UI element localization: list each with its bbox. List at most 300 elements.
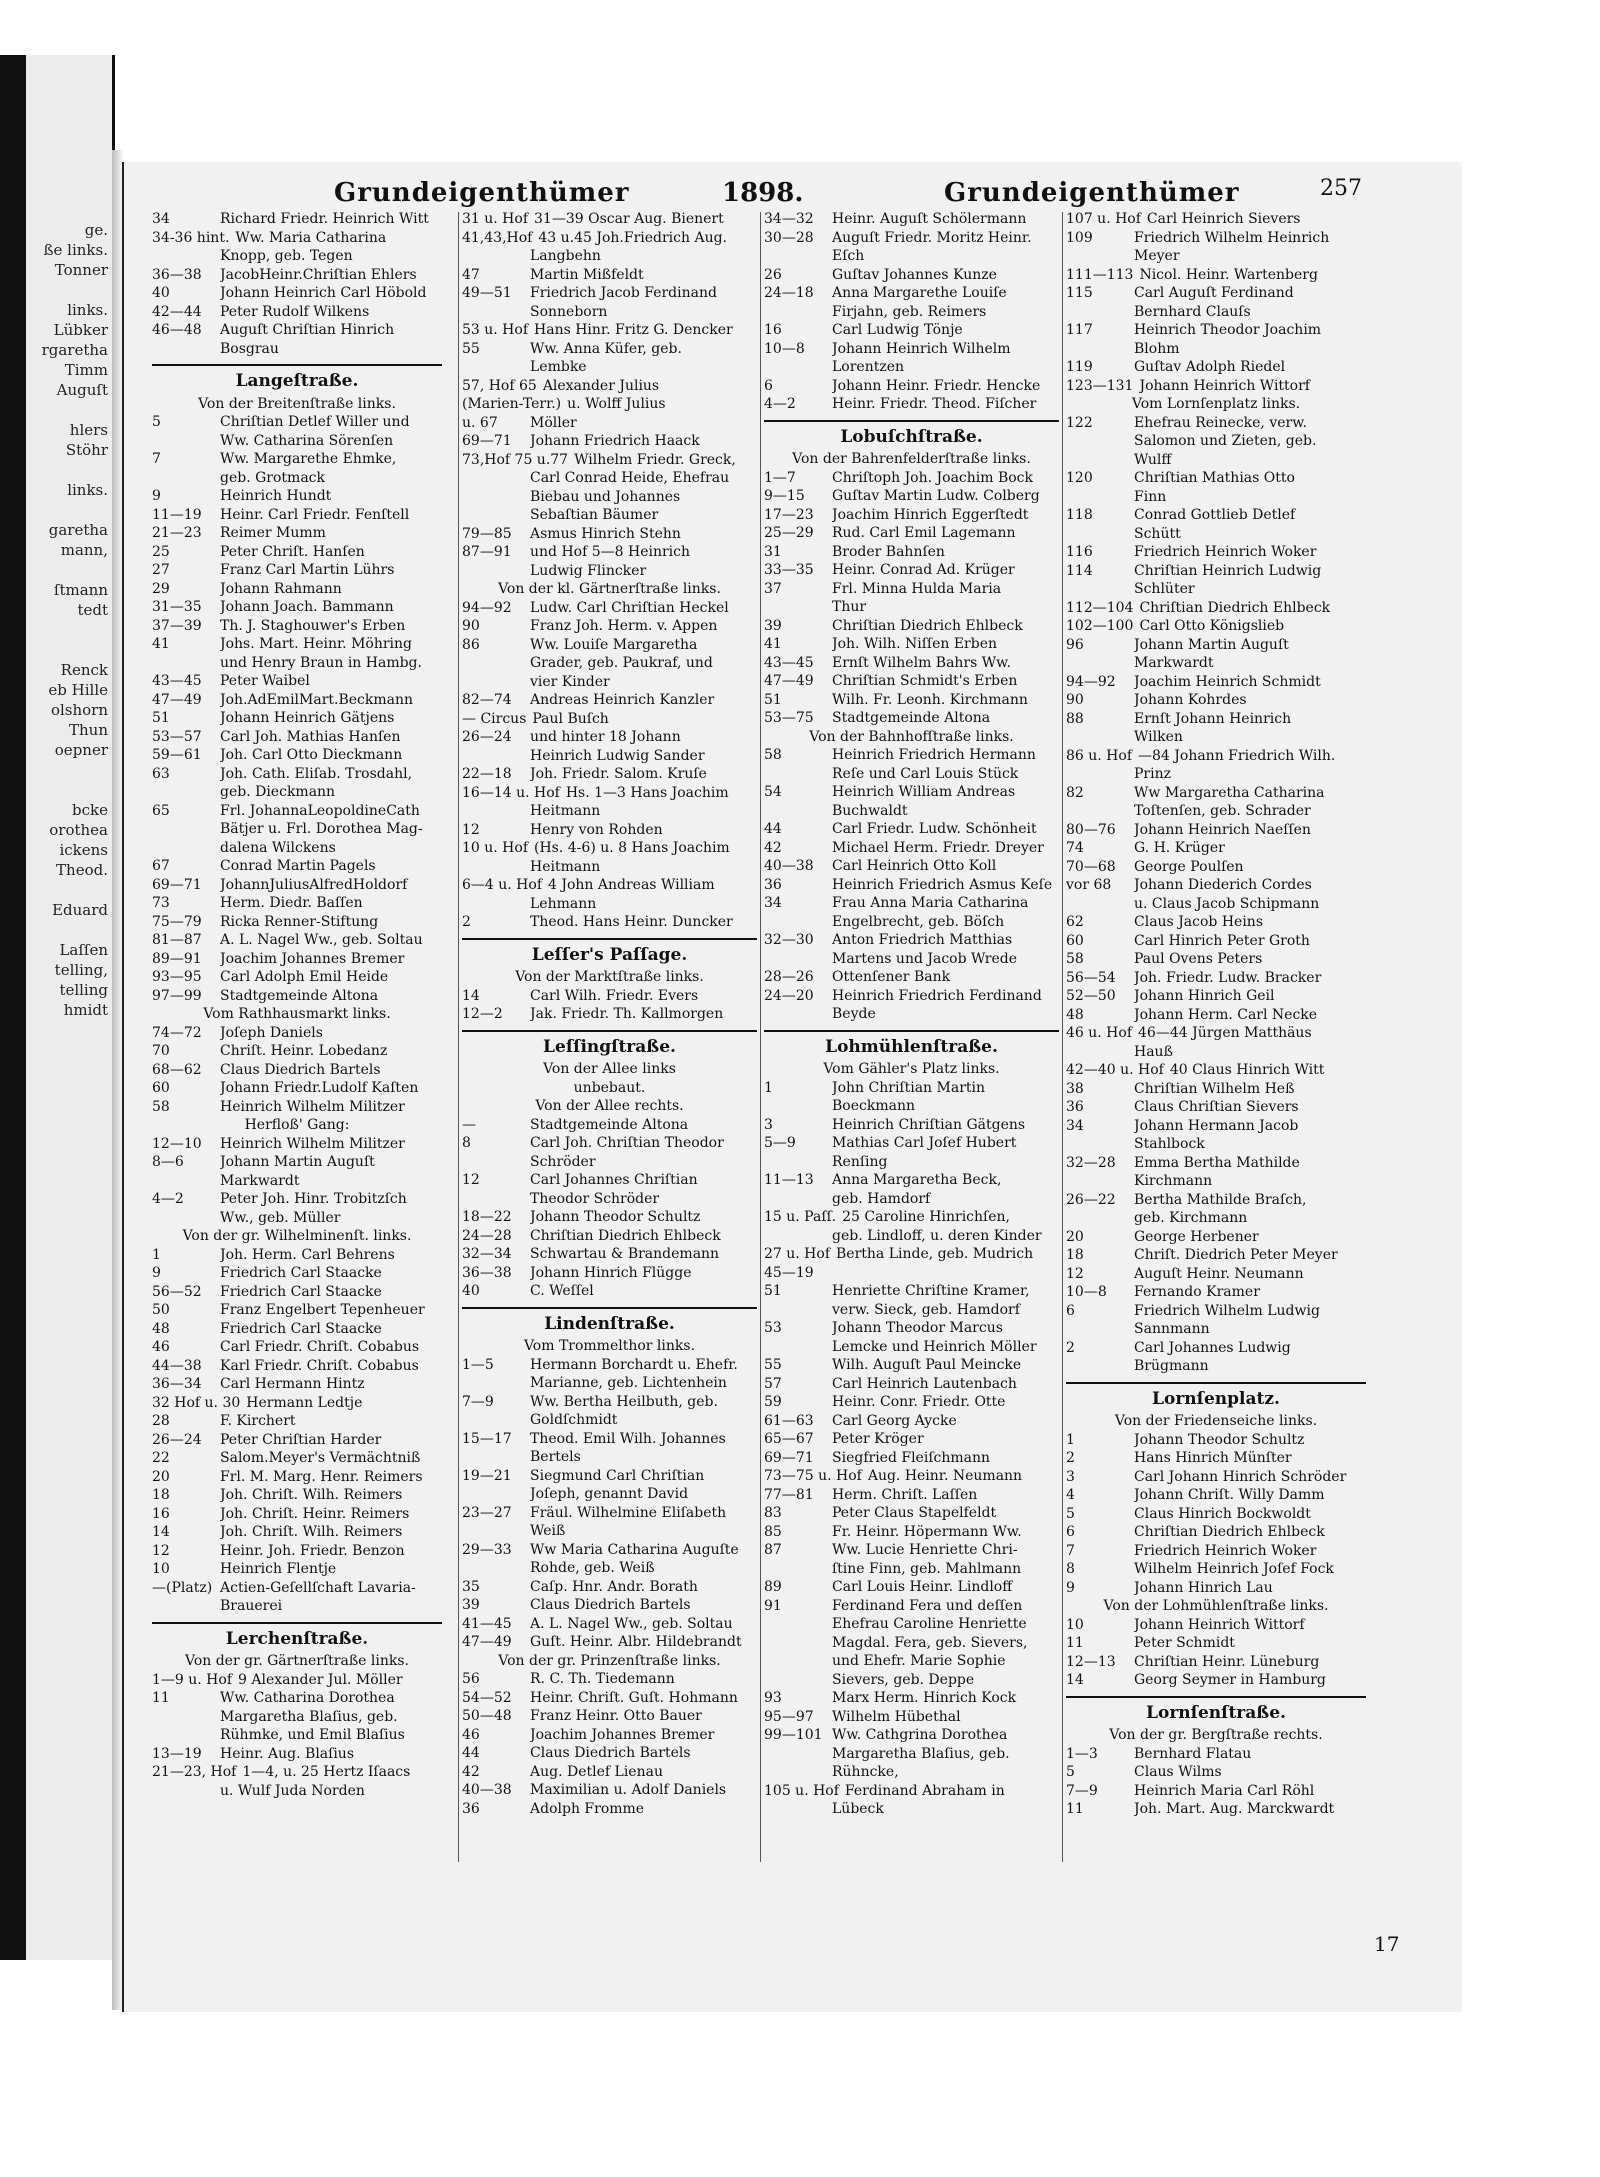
owner-name: Franz Joh. Herm. v. Appen <box>530 618 718 634</box>
owner-entry <box>462 617 757 636</box>
house-number: 94—92 <box>462 599 512 616</box>
owner-entry <box>764 1171 1059 1190</box>
house-number: 37—39 <box>152 617 202 634</box>
section-note: Von der kl. Gärtnerſtraße links. <box>498 581 721 597</box>
owner-name: Firjahn, geb. Reimers <box>832 303 987 320</box>
house-number: 51 <box>764 1283 782 1299</box>
owner-entry <box>764 321 1059 340</box>
owner-entry <box>152 1745 442 1764</box>
owner-entry <box>764 1319 1059 1338</box>
owner-name: Ludw. Carl Chriſtian Heckel <box>530 599 729 616</box>
house-number <box>1066 1320 1134 1339</box>
house-number: 77—81 <box>764 1486 814 1503</box>
owner-name: 4 John Andreas William <box>548 877 715 893</box>
owner-entry <box>1066 1523 1366 1542</box>
owner-entry <box>764 1763 1059 1782</box>
owner-name: Salomon und Zieten, geb. <box>1134 433 1317 449</box>
owner-name: Ww. Margarethe Ehmke, <box>220 451 397 467</box>
owner-name: George Poulſen <box>1134 858 1244 875</box>
owner-entry <box>152 1560 442 1579</box>
owner-entry <box>1066 1468 1366 1487</box>
owner-name: Joachim Johannes Bremer <box>530 1726 715 1743</box>
owner-entry <box>1066 1560 1366 1579</box>
document-page <box>122 162 1462 2012</box>
owner-name: Johann Kohrdes <box>1134 692 1247 708</box>
house-number: 81—87 <box>152 932 202 948</box>
owner-entry <box>1066 303 1366 322</box>
house-number: 40 <box>462 1283 480 1299</box>
owner-entry <box>152 1782 442 1801</box>
house-number: 59 <box>764 1394 782 1410</box>
house-number <box>764 1301 832 1320</box>
owner-name: Ricka Renner-Stiftung <box>220 913 379 930</box>
owner-name: Johann Hinrich Geil <box>1134 988 1275 1004</box>
owner-entry <box>1066 802 1366 821</box>
owner-name: Joachim Heinrich Schmidt <box>1134 673 1321 690</box>
section-note: Vom Rathhausmarkt links. <box>203 1006 391 1022</box>
owner-name: Ww. Cathgrina Dorothea <box>832 1727 1008 1743</box>
house-number: (Marien-Terr.) <box>462 396 562 412</box>
owner-entry <box>1066 1542 1366 1561</box>
house-number: 94—92 <box>1066 673 1116 690</box>
house-number <box>462 303 530 322</box>
owner-entry <box>764 746 1059 765</box>
adjacent-page-line <box>0 500 108 520</box>
house-number: 31 u. Hof <box>462 211 529 227</box>
owner-entry <box>462 1485 757 1504</box>
owner-entry <box>764 1615 1059 1634</box>
adjacent-page-line: links. <box>67 481 108 499</box>
owner-entry <box>462 1670 757 1689</box>
house-number: 65 <box>152 802 170 819</box>
owner-name: Joſeph Daniels <box>220 1024 323 1041</box>
owner-name: Georg Seymer in Hamburg <box>1134 1672 1326 1688</box>
owner-name: Ww. Louiſe Margaretha <box>530 636 698 653</box>
house-number: 65—67 <box>764 1431 814 1447</box>
owner-name: Conrad Gottlieb Detlef <box>1134 507 1296 523</box>
house-number: vor 68 <box>1066 877 1112 893</box>
house-number <box>462 562 530 581</box>
house-number <box>764 1338 832 1357</box>
owner-entry <box>152 802 442 821</box>
owner-entry <box>764 1504 1059 1523</box>
owner-entry <box>764 857 1059 876</box>
owner-name: Fräul. Wilhelmine Eliſabeth <box>530 1504 727 1521</box>
house-number: 1—5 <box>462 1356 494 1373</box>
house-number: 80—76 <box>1066 821 1116 838</box>
owner-name: Johann Friedr.Ludolf Kaſten <box>220 1080 419 1096</box>
owner-entry <box>1066 784 1366 803</box>
owner-entry <box>1066 1634 1366 1653</box>
owner-name: Bosgrau <box>220 340 279 357</box>
adjacent-page-edge <box>0 55 115 1960</box>
owner-entry <box>152 709 442 728</box>
owner-name: Chriſt. Diedrich Peter Meyer <box>1134 1247 1338 1263</box>
house-number <box>152 654 220 673</box>
owner-name: Carl Heinrich Lautenbach <box>832 1375 1017 1392</box>
owner-entry <box>1066 987 1366 1006</box>
owner-entry <box>1066 654 1366 673</box>
owner-name: Carl Johannes Chriſtian <box>530 1172 698 1188</box>
owner-entry <box>764 839 1059 858</box>
adjacent-page-line: Laſſen <box>59 941 108 959</box>
house-number: 58 <box>152 1098 170 1115</box>
owner-entry <box>1066 1302 1366 1321</box>
owner-entry <box>152 266 442 285</box>
house-number: 42—44 <box>152 303 202 320</box>
house-number: 118 <box>1066 507 1093 523</box>
house-number: 7—9 <box>462 1393 494 1410</box>
owner-name: Joh. Carl Otto Dieckmann <box>220 747 403 763</box>
house-number: u. 67 <box>462 414 498 431</box>
house-number: 58 <box>1066 951 1084 967</box>
house-number <box>462 1559 530 1578</box>
owner-name: Richard Friedr. Heinrich Witt <box>220 211 429 227</box>
house-number: 21—23 <box>152 525 202 541</box>
owner-entry <box>462 469 757 488</box>
house-number: 60 <box>1066 932 1084 949</box>
adjacent-page-line: tedt <box>77 601 108 619</box>
owner-name: Frau Anna Maria Catharina <box>832 895 1029 911</box>
house-number: 112—104 <box>1066 599 1134 616</box>
owner-name: Maximilian u. Adolf Daniels <box>530 1782 727 1798</box>
owner-name: Carl Auguſt Ferdinand <box>1134 285 1294 301</box>
owner-name: Knopp, geb. Tegen <box>220 248 353 264</box>
house-number: 68—62 <box>152 1061 202 1078</box>
owner-entry <box>1066 1098 1366 1117</box>
house-number: 10 <box>152 1561 170 1577</box>
owner-name: Mathias Carl Joſef Hubert <box>832 1135 1017 1151</box>
owner-entry <box>462 691 757 710</box>
owner-name: Claus Hinrich Bockwoldt <box>1134 1505 1311 1522</box>
owner-name: Carl Wilh. Friedr. Evers <box>530 987 699 1004</box>
owner-entry <box>764 1486 1059 1505</box>
owner-name: und Henry Braun in Hambg. <box>220 654 422 671</box>
directory-column-1 <box>152 210 442 1800</box>
owner-entry <box>1066 1283 1366 1302</box>
owner-name: Blohm <box>1134 340 1180 357</box>
house-number <box>764 1190 832 1209</box>
adjacent-page-line: garetha <box>48 521 108 539</box>
house-number <box>462 747 530 766</box>
house-number: 27 u. Hof <box>764 1246 831 1262</box>
owner-entry <box>152 968 442 987</box>
owner-entry <box>1066 1043 1366 1062</box>
owner-name: Chriſtian Detlef Willer und <box>220 414 410 430</box>
house-number: 53 <box>764 1320 782 1336</box>
owner-name: Ottenſener Bank <box>832 969 951 985</box>
owner-name: Heinr. Joh. Friedr. Benzon <box>220 1542 405 1559</box>
house-number <box>1066 451 1134 470</box>
adjacent-page-line: bcke <box>72 801 108 819</box>
owner-entry <box>152 1579 442 1598</box>
owner-entry <box>462 377 757 396</box>
owner-entry <box>462 710 757 729</box>
house-number: 30—28 <box>764 229 814 246</box>
owner-name: Chriſtian Diedrich Ehlbeck <box>530 1227 721 1244</box>
owner-entry <box>1066 210 1366 229</box>
owner-name: Guſtav Martin Ludw. Colberg <box>832 488 1040 504</box>
house-number <box>764 1800 832 1819</box>
owner-entry <box>1066 1763 1366 1782</box>
house-number: 15 u. Paſſ. <box>764 1209 837 1225</box>
house-number: 119 <box>1066 359 1093 375</box>
house-number <box>152 1726 220 1745</box>
owner-entry <box>462 1578 757 1597</box>
street-heading: Lobuſchſtraße. <box>764 420 1059 447</box>
house-number <box>462 1522 530 1541</box>
adjacent-page-line <box>0 760 108 780</box>
house-number <box>1066 1135 1134 1154</box>
owner-name: Chriſtian Diedrich Ehlbeck <box>1139 599 1331 616</box>
owner-entry <box>462 1541 757 1560</box>
owner-entry <box>152 654 442 673</box>
house-number: 11—13 <box>764 1172 814 1188</box>
owner-name: und hinter 18 Johann <box>530 729 681 745</box>
owner-name: Johann Chriſt. Willy Damm <box>1134 1487 1325 1503</box>
owner-name: Reſe und Carl Louis Stück <box>832 765 1019 782</box>
owner-name: Joh. Friedr. Salom. Kruſe <box>530 766 707 782</box>
house-number: 4 <box>1066 1487 1075 1503</box>
directory-column-2 <box>462 210 757 1818</box>
house-number <box>462 1374 530 1393</box>
owner-entry <box>152 524 442 543</box>
house-number: 59—61 <box>152 747 202 763</box>
owner-entry <box>764 1560 1059 1579</box>
house-number: 1 <box>152 1246 161 1263</box>
owner-name: Claus Diedrich Bartels <box>220 1061 381 1078</box>
house-number: 55 <box>764 1357 782 1373</box>
house-number <box>462 673 530 692</box>
house-number: 45—19 <box>764 1264 814 1281</box>
section-note: Vom Trommelthor links. <box>523 1338 696 1354</box>
directory-column-3 <box>764 210 1059 1819</box>
owner-entry <box>764 635 1059 654</box>
owner-entry <box>1066 1449 1366 1468</box>
owner-entry <box>152 1671 442 1690</box>
house-number: 93 <box>764 1690 782 1706</box>
owner-name: Chriſtian Mathias Otto <box>1134 470 1295 486</box>
owner-name: Heitmann <box>530 858 601 875</box>
owner-name: Johann Joach. Bammann <box>220 599 394 615</box>
adjacent-page-line: Thun <box>69 721 108 739</box>
house-number: 43—45 <box>764 654 814 671</box>
owner-name: Toſtenſen, geb. Schrader <box>1134 803 1311 819</box>
owner-entry <box>1066 321 1366 340</box>
house-number <box>152 1597 220 1616</box>
street-heading: Leſſingſtraße. <box>462 1030 757 1057</box>
owner-name: A. L. Nagel Ww., geb. Soltau <box>220 932 423 948</box>
owner-entry <box>152 1375 442 1394</box>
house-number: 53—75 <box>764 710 814 726</box>
owner-name: Margaretha Blaſius, geb. <box>220 1708 398 1725</box>
house-number: 5 <box>1066 1505 1075 1522</box>
owner-entry <box>764 469 1059 488</box>
owner-name: Fernando Kramer <box>1134 1284 1260 1300</box>
house-number: 31—35 <box>152 599 202 615</box>
owner-entry <box>764 1708 1059 1727</box>
house-number: 46 <box>462 1726 480 1743</box>
house-number: 70 <box>152 1043 170 1059</box>
house-number: 6 <box>1066 1524 1075 1540</box>
owner-entry <box>152 303 442 322</box>
owner-entry <box>152 765 442 784</box>
owner-name: Theod. Emil Wilh. Johannes <box>530 1430 726 1447</box>
owner-entry <box>764 1671 1059 1690</box>
owner-entry <box>152 487 442 506</box>
owner-entry <box>1066 1006 1366 1025</box>
owner-name: Lembke <box>530 359 587 375</box>
owner-name: Brauerei <box>220 1598 283 1614</box>
owner-entry <box>764 561 1059 580</box>
owner-entry <box>152 1320 442 1339</box>
owner-name: JohannJuliusAlfredHoldorf <box>220 876 408 893</box>
house-number: 62 <box>1066 914 1084 930</box>
owner-entry <box>462 1633 757 1652</box>
owner-name: Friedrich Wilhelm Ludwig <box>1134 1302 1320 1319</box>
owner-name: Friedrich Jacob Ferdinand <box>530 285 717 301</box>
house-number: 4—2 <box>764 396 796 412</box>
owner-name: Franz Heinr. Otto Bauer <box>530 1708 702 1724</box>
house-number: 3 <box>764 1116 773 1133</box>
section-note: Von der Bahrenfelderſtraße links. <box>792 451 1031 467</box>
owner-name: Heinrich William Andreas <box>832 784 1016 800</box>
owner-entry <box>764 1153 1059 1172</box>
owner-name: Wilhelm Heinrich Joſef Fock <box>1134 1561 1334 1577</box>
owner-name: Johann Theodor Schultz <box>1134 1431 1305 1448</box>
house-number: 53—57 <box>152 728 202 745</box>
owner-name: Wilh. Fr. Leonh. Kirchmann <box>832 691 1028 708</box>
owner-name: und Ehefr. Marie Sophie <box>832 1653 1006 1669</box>
owner-name: Carl Hinrich Peter Groth <box>1134 932 1310 949</box>
owner-name: Schütt <box>1134 525 1181 542</box>
owner-name: Friedrich Carl Staacke <box>220 1283 382 1300</box>
house-number: 91 <box>764 1597 782 1614</box>
house-number: 26—24 <box>462 729 512 745</box>
owner-entry <box>764 229 1059 248</box>
adjacent-page-line: Lübker <box>53 321 108 339</box>
house-number: 10—8 <box>764 340 805 357</box>
house-number: 32—28 <box>1066 1154 1116 1171</box>
owner-name: Andreas Heinrich Kanzler <box>530 692 715 708</box>
owner-name: Hermann Borchardt u. Ehefr. <box>530 1356 738 1373</box>
owner-entry <box>152 506 442 525</box>
house-number: 11 <box>1066 1801 1084 1817</box>
owner-entry <box>152 321 442 340</box>
owner-entry <box>152 1449 442 1468</box>
owner-name <box>832 1264 1059 1283</box>
owner-name: Carl Johannes Ludwig <box>1134 1339 1291 1356</box>
house-number: 114 <box>1066 562 1093 579</box>
page-number: 257 <box>1320 176 1362 201</box>
adjacent-page-line <box>0 780 108 800</box>
house-number: 38 <box>1066 1080 1084 1097</box>
owner-entry <box>1066 673 1366 692</box>
owner-entry <box>462 562 757 581</box>
owner-entry <box>1066 1320 1366 1339</box>
owner-name: Anton Friedrich Matthias <box>832 932 1013 948</box>
house-number: 57, Hof 65 <box>462 377 537 394</box>
owner-name: Claus Wilms <box>1134 1764 1222 1780</box>
house-number: 74—72 <box>152 1024 202 1041</box>
house-number: 117 <box>1066 322 1093 338</box>
house-number: 29 <box>152 580 170 597</box>
owner-entry <box>1066 469 1366 488</box>
owner-name: Chriſtian Schmidt's Erben <box>832 673 1018 689</box>
owner-entry <box>462 488 757 507</box>
owner-entry <box>462 1448 757 1467</box>
owner-entry <box>462 728 757 747</box>
owner-entry <box>1066 358 1366 377</box>
owner-name: 43 u.45 Joh.Friedrich Aug. <box>538 229 728 246</box>
owner-entry <box>152 1172 442 1191</box>
house-number: 89 <box>764 1579 782 1595</box>
owner-name: Lübeck <box>832 1801 884 1817</box>
adjacent-page-line: telling <box>59 981 108 999</box>
house-number: 36 <box>1066 1099 1084 1115</box>
house-number <box>764 1634 832 1653</box>
owner-entry <box>462 358 757 377</box>
owner-entry <box>462 1264 757 1283</box>
house-number <box>462 1153 530 1172</box>
owner-entry <box>462 821 757 840</box>
street-heading: Lornſenplatz. <box>1066 1382 1366 1409</box>
adjacent-page-line: links. <box>67 301 108 319</box>
owner-name: Stadtgemeinde Altona <box>220 987 379 1004</box>
house-number: 73,Hof 75 u.77 <box>462 451 569 468</box>
house-number: 61—63 <box>764 1412 814 1429</box>
owner-name: Johann Hinrich Lau <box>1134 1579 1273 1596</box>
owner-name: Hs. 1—3 Hans Joachim <box>565 784 729 801</box>
section-note: Von der Bahnhofſtraße links. <box>809 728 1014 745</box>
section-note: Von der gr. Prinzenſtraße links. <box>498 1652 721 1669</box>
owner-name: Ww. Catharina Dorothea <box>220 1690 395 1706</box>
owner-entry <box>1066 636 1366 655</box>
owner-entry <box>462 451 757 470</box>
owner-entry <box>152 580 442 599</box>
house-number <box>764 358 832 377</box>
house-number: 57 <box>764 1375 782 1392</box>
owner-name: Johann Herm. Carl Necke <box>1134 1006 1318 1023</box>
owner-name: Auguſt Chriſtian Hinrich <box>220 322 395 338</box>
owner-entry <box>1066 543 1366 562</box>
owner-entry <box>764 783 1059 802</box>
house-number: 42 <box>764 839 782 856</box>
house-number: 26 <box>764 266 782 283</box>
house-number: 23—27 <box>462 1504 512 1521</box>
owner-name: Johann Martin Auguſt <box>220 1154 375 1170</box>
owner-name: Th. J. Staghouwer's Erben <box>220 617 406 634</box>
house-number: 32—30 <box>764 932 814 948</box>
house-number: 18 <box>152 1487 170 1503</box>
header-year: 1898. <box>722 178 804 208</box>
owner-name: Nicol. Heinr. Wartenberg <box>1139 266 1318 283</box>
house-number <box>152 783 220 802</box>
owner-name: Anna Margarethe Louiſe <box>832 285 1007 301</box>
owner-name: Auguſt Heinr. Neumann <box>1134 1265 1304 1282</box>
owner-name: Heinrich Ludwig Sander <box>530 747 705 764</box>
owner-entry <box>462 1190 757 1209</box>
house-number: 25 <box>152 543 170 560</box>
owner-name: Heinrich Wilhelm Militzer <box>220 1135 405 1152</box>
street-heading: Lindenſtraße. <box>462 1307 757 1334</box>
owner-entry <box>1066 599 1366 618</box>
house-number: 50—48 <box>462 1708 512 1724</box>
owner-entry <box>152 635 442 654</box>
house-number: 14 <box>152 1524 170 1540</box>
owner-entry <box>152 987 442 1006</box>
house-number: 48 <box>1066 1006 1084 1023</box>
